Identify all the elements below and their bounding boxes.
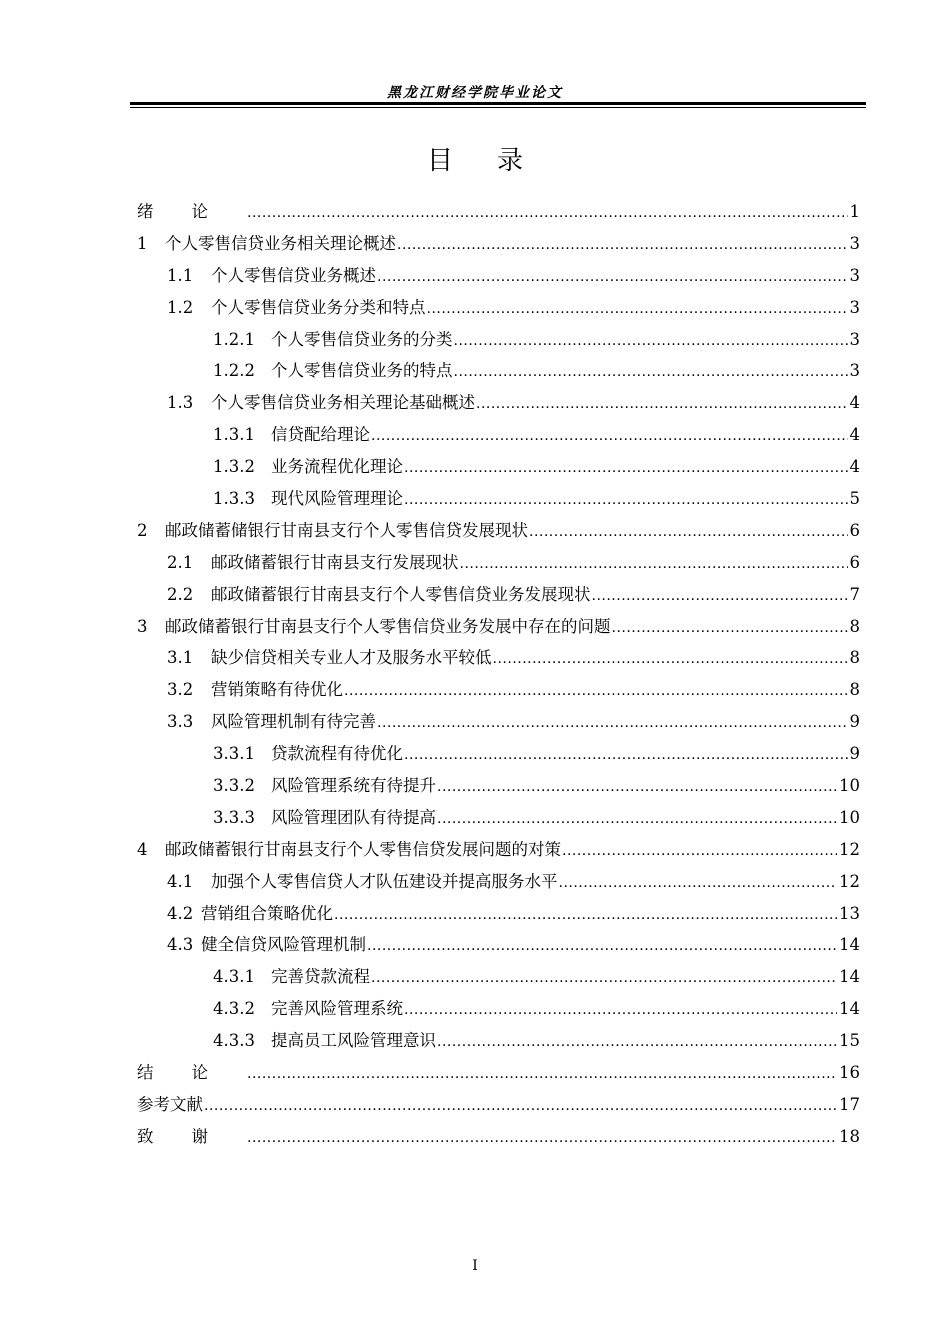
toc-leader-dots [476,389,848,421]
toc-entry-text: 个人零售信贷业务相关理论基础概述 [211,393,475,413]
toc-entry-number: 1.3.3 [213,489,255,509]
toc-entry-text: 营销策略有待优化 [211,680,343,700]
toc-entry-page: 9 [849,744,860,764]
toc-leader-dots [592,581,848,613]
toc-entry-text: 加强个人零售信贷人才队伍建设并提高服务水平 [211,871,558,891]
toc-entry[interactable] [137,483,860,515]
toc-leader-dots [377,262,848,294]
toc-entry-page: 14 [839,967,860,987]
toc-entry-text: 个人零售信贷业务的特点 [271,361,453,381]
toc-entry[interactable] [137,866,860,898]
toc-entry-page: 15 [839,1031,860,1051]
toc-entry-number: 2.2 [167,584,194,604]
toc-leader-dots [371,963,837,995]
toc-entry-text: 个人零售信贷业务分类和特点 [211,297,426,317]
toc-entry-page: 3 [849,297,860,317]
toc-entry-text: 完善贷款流程 [271,967,370,987]
toc-entry-text: 完善风险管理系统 [271,999,403,1019]
toc-entry-page: 8 [849,680,860,700]
toc-entry[interactable] [137,579,860,611]
toc-entry[interactable] [137,419,860,451]
toc-entry-text: 贷款流程有待优化 [271,744,403,764]
toc-entry[interactable] [137,802,860,834]
toc-entry[interactable] [137,834,860,866]
toc-entry[interactable] [137,993,860,1025]
toc-entry-number: 4.3.1 [213,967,255,987]
toc-entry-number: 3.3.2 [213,776,255,796]
toc-entry[interactable] [137,355,860,387]
toc-entry-text: 参考文献 [137,1094,203,1114]
header-rule-thin [130,107,866,108]
toc-entry-text: 邮政储蓄银行甘南县支行个人零售信贷发展问题的对策 [165,839,561,859]
toc-entry-text: 邮政储蓄储银行甘南县支行个人零售信贷发展现状 [165,520,528,540]
toc-entry-page: 6 [849,552,860,572]
toc-entry-page: 12 [839,871,860,891]
toc-entry-number: 1.2.2 [213,361,255,381]
toc-entry-page: 16 [839,1063,860,1083]
toc-leader-dots [334,900,837,932]
toc-entry-number: 4.3.2 [213,999,255,1019]
toc-entry[interactable] [137,515,860,547]
toc-entry[interactable] [137,961,860,993]
toc-leader-dots [247,198,848,230]
toc-entry-page: 14 [839,999,860,1019]
toc-leader-dots [460,549,848,581]
toc-entry[interactable] [137,260,860,292]
toc-entry-page: 10 [839,776,860,796]
toc-entry-text: 致谢 [137,1126,246,1146]
toc-leader-dots [562,836,837,868]
toc-entry[interactable] [137,674,860,706]
toc-entry[interactable] [137,770,860,802]
toc-entry-page: 8 [849,648,860,668]
toc-entry-text: 健全信贷风险管理机制 [201,935,366,955]
toc-leader-dots [204,1091,837,1123]
toc-entry-text: 缺少信贷相关专业人才及服务水平较低 [211,648,492,668]
toc-entry-page: 3 [849,265,860,285]
toc-entry-text: 邮政储蓄银行甘南县支行发展现状 [211,552,459,572]
toc-entry-text: 信贷配给理论 [271,425,370,445]
toc-entry-page: 8 [849,616,860,636]
toc-entry-page: 1 [849,202,860,221]
toc-entry-page: 5 [849,489,860,509]
toc-entry-number: 3.2 [167,680,194,700]
toc-entry[interactable] [137,1121,860,1153]
toc-entry-text: 绪论 [137,202,246,221]
toc-entry-number: 1.3.1 [213,425,255,445]
toc-entry[interactable] [137,611,860,643]
toc-leader-dots [344,676,848,708]
toc-entry-number: 3.1 [167,648,194,668]
toc-entry-number: 1.3 [167,393,194,413]
toc-entry-text: 营销组合策略优化 [201,903,333,923]
toc-leader-dots [367,931,837,963]
toc-entry-page: 17 [839,1094,860,1114]
toc-entry-number: 3.3 [167,712,194,732]
toc-entry-number: 3.3.3 [213,807,255,827]
toc-leader-dots [247,1123,837,1155]
toc-entry-page: 9 [849,712,860,732]
toc-title: 目录 [426,146,567,176]
toc-entry-text: 业务流程优化理论 [271,457,403,477]
toc-entry-page: 7 [849,584,860,604]
toc-entry[interactable] [137,547,860,579]
toc-leader-dots [612,613,848,645]
toc-entry[interactable] [137,387,860,419]
toc-entry[interactable] [137,898,860,930]
toc-entry-number: 2 [137,520,148,540]
toc-entry-page: 4 [849,393,860,413]
toc-entry-text: 个人零售信贷业务相关理论概述 [165,233,396,253]
toc-entry-page: 13 [839,903,860,923]
toc-leader-dots [397,230,848,262]
toc-entry[interactable] [137,324,860,356]
toc-leader-dots [404,485,848,517]
toc-leader-dots [404,740,848,772]
toc-leader-dots [247,1059,837,1091]
toc-entry-number: 3.3.1 [213,744,255,764]
toc-entry-number: 4.1 [167,871,194,891]
toc-leader-dots [437,772,837,804]
toc-entry-number: 2.1 [167,552,194,572]
toc-leader-dots [454,357,848,389]
toc-entry-text: 现代风险管理理论 [271,489,403,509]
toc-entry[interactable] [137,1025,860,1057]
toc-leader-dots [529,517,848,549]
toc-leader-dots [404,995,837,1027]
toc-entry-text: 结论 [137,1063,246,1083]
page-number: I [472,1258,478,1274]
toc-leader-dots [371,421,848,453]
toc-entry[interactable] [137,451,860,483]
toc-entry-page: 12 [839,839,860,859]
toc-entry[interactable] [137,292,860,324]
toc-entry-text: 邮政储蓄银行甘南县支行个人零售信贷业务发展现状 [211,584,591,604]
toc-leader-dots [427,294,848,326]
toc-leader-dots [559,868,838,900]
toc-entry-number: 4.3 [167,935,194,955]
toc-entry-page: 3 [849,233,860,253]
toc-entry-text: 个人零售信贷业务的分类 [271,329,453,349]
toc-leader-dots [404,453,848,485]
toc-leader-dots [454,326,848,358]
toc-entry[interactable] [137,228,860,260]
toc-entry-text: 风险管理机制有待完善 [211,712,376,732]
toc-leader-dots [377,708,848,740]
toc-entry-number: 1.2.1 [213,329,255,349]
toc-entry-text: 个人零售信贷业务概述 [211,265,376,285]
toc-entry-text: 风险管理团队有待提高 [271,807,436,827]
toc-entry-text: 邮政储蓄银行甘南县支行个人零售信贷业务发展中存在的问题 [165,616,611,636]
toc-entry-page: 3 [849,329,860,349]
toc-entry-text: 提高员工风险管理意识 [271,1031,436,1051]
table-of-contents [137,196,860,1153]
toc-entry-number: 3 [137,616,148,636]
toc-entry-page: 14 [839,935,860,955]
toc-entry-number: 4 [137,839,148,859]
toc-entry[interactable] [137,929,860,961]
toc-leader-dots [493,644,848,676]
toc-entry[interactable] [137,196,860,228]
header-rule-thick [130,102,866,105]
toc-entry-page: 10 [839,807,860,827]
toc-entry-page: 6 [849,520,860,540]
toc-entry-page: 18 [839,1126,860,1146]
toc-leader-dots [437,804,837,836]
toc-entry-page: 3 [849,361,860,381]
toc-entry-number: 4.2 [167,903,194,923]
running-header: 黑龙江财经学院毕业论文 [387,85,563,101]
toc-entry-page: 4 [849,425,860,445]
toc-entry-number: 1 [137,233,148,253]
toc-entry[interactable] [137,1057,860,1089]
toc-entry[interactable] [137,1089,860,1121]
toc-entry-number: 1.3.2 [213,457,255,477]
toc-entry-text: 风险管理系统有待提升 [271,776,436,796]
toc-leader-dots [437,1027,837,1059]
toc-entry[interactable] [137,706,860,738]
toc-entry-number: 1.2 [167,297,194,317]
toc-entry[interactable] [137,738,860,770]
toc-entry-page: 4 [849,457,860,477]
toc-entry[interactable] [137,642,860,674]
toc-entry-number: 1.1 [167,265,194,285]
toc-entry-number: 4.3.3 [213,1031,255,1051]
